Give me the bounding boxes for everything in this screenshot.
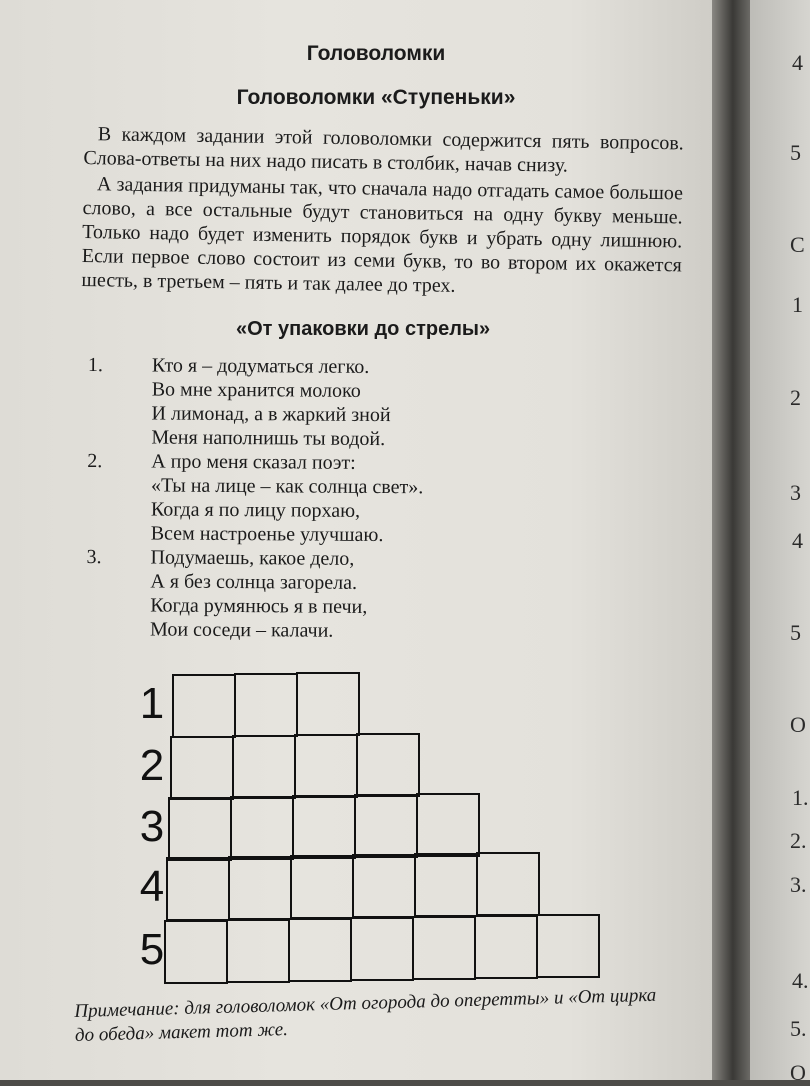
riddle-line: А я без солнца загорела. bbox=[150, 570, 358, 594]
intro-paragraph-1: В каждом задании этой головоломки содержится пять вопросов. Слова-ответы на них надо писать в столбик, начав снизу. bbox=[83, 123, 684, 177]
adjacent-page-fragment: О bbox=[790, 712, 806, 737]
grid-cell[interactable] bbox=[170, 736, 234, 800]
grid-cell[interactable] bbox=[234, 673, 298, 737]
riddle-line: Когда я по лицу порхаю, bbox=[150, 498, 361, 522]
riddle-line: Мои соседи – калачи. bbox=[149, 618, 334, 642]
riddle-line: И лимонад, а в жаркий зной bbox=[151, 402, 391, 427]
grid-cell[interactable] bbox=[288, 918, 352, 982]
grid-row-number: 1 bbox=[139, 679, 165, 728]
riddle-item bbox=[87, 353, 628, 453]
adjacent-page-fragment: 1. bbox=[792, 785, 809, 810]
adjacent-page-edge bbox=[750, 0, 810, 1085]
grid-cell[interactable] bbox=[412, 916, 476, 980]
grid-cell[interactable] bbox=[164, 920, 228, 984]
grid-cell[interactable] bbox=[474, 915, 538, 979]
page-title: Головоломки bbox=[306, 42, 446, 65]
grid-cell[interactable] bbox=[416, 793, 480, 857]
riddle-line: Кто я – додуматься легко. bbox=[151, 354, 370, 378]
section-heading: Головоломки «Ступеньки» bbox=[236, 86, 516, 109]
book-gutter bbox=[712, 0, 750, 1080]
grid-cell[interactable] bbox=[230, 796, 294, 860]
grid-cell[interactable] bbox=[168, 797, 232, 861]
riddle-line: Подумаешь, какое дело, bbox=[150, 546, 355, 570]
adjacent-page-fragment: 4 bbox=[792, 50, 803, 75]
grid-cell[interactable] bbox=[294, 734, 358, 798]
grid-cell[interactable] bbox=[166, 857, 230, 921]
intro-paragraph-2: А задания придуманы так, что сначала надо отгадать самое большое слово, а все остальные будут становиться на одну букву меньше. Только надо будет изменить порядок букв и убрать одну лишнюю. Если первое слово состоит из семи букв, то во втором их окажется шесть, в третьем – пять и так далее до трех. bbox=[81, 173, 684, 297]
riddle-number: 1. bbox=[87, 353, 103, 377]
riddle-line: А про меня сказал поэт: bbox=[151, 450, 356, 474]
grid-cell[interactable] bbox=[228, 856, 292, 920]
riddle-number: 2. bbox=[87, 449, 103, 473]
grid-cell[interactable] bbox=[172, 674, 236, 738]
footnote: Примечание: для головоломок «От огорода до оперетты» и «От цирка до обеда» макет тот же. bbox=[74, 984, 657, 1046]
grid-cell[interactable] bbox=[476, 852, 540, 916]
riddle-item bbox=[86, 545, 627, 645]
grid-row-number: 2 bbox=[139, 741, 165, 790]
adjacent-page-fragment: 4. bbox=[792, 968, 809, 993]
riddle-list bbox=[86, 353, 628, 645]
adjacent-page-fragment: 1 bbox=[792, 292, 803, 317]
riddle-number: 3. bbox=[86, 545, 102, 569]
grid-row-number: 5 bbox=[139, 925, 165, 974]
adjacent-page-fragment: С bbox=[790, 232, 805, 257]
intro-text bbox=[81, 122, 684, 301]
puzzle-title: «От упаковки до стрелы» bbox=[236, 318, 491, 340]
grid-cell[interactable] bbox=[356, 733, 420, 797]
riddle-line: Меня наполнишь ты водой. bbox=[151, 426, 386, 451]
grid-row-number: 3 bbox=[139, 802, 165, 851]
adjacent-page-fragment: 5 bbox=[790, 140, 801, 165]
riddle-line: Когда румянюсь я в печи, bbox=[150, 594, 368, 618]
grid-cell[interactable] bbox=[352, 854, 416, 918]
adjacent-page-fragment: О bbox=[790, 1060, 806, 1085]
adjacent-page-fragment: 3 bbox=[790, 480, 801, 505]
adjacent-page-fragment: 5 bbox=[790, 620, 801, 645]
grid-cell[interactable] bbox=[414, 853, 478, 917]
grid-row-number: 4 bbox=[139, 862, 165, 911]
grid-cell[interactable] bbox=[536, 914, 600, 978]
adjacent-page-fragment: 4 bbox=[792, 528, 803, 553]
grid-cell[interactable] bbox=[292, 795, 356, 859]
riddle-line: «Ты на лице – как солнца свет». bbox=[151, 474, 424, 499]
riddle-line: Всем настроенье улучшаю. bbox=[150, 522, 384, 547]
adjacent-page-fragment: 2 bbox=[790, 385, 801, 410]
grid-cell[interactable] bbox=[350, 917, 414, 981]
adjacent-page-fragment: 3. bbox=[790, 872, 807, 897]
adjacent-page-fragment: 2. bbox=[790, 828, 807, 853]
adjacent-page-fragment: 5. bbox=[790, 1016, 807, 1041]
riddle-item bbox=[87, 449, 628, 549]
grid-cell[interactable] bbox=[232, 735, 296, 799]
grid-cell[interactable] bbox=[290, 855, 354, 919]
grid-cell[interactable] bbox=[296, 672, 360, 736]
riddle-line: Во мне хранится молоко bbox=[151, 378, 361, 402]
grid-cell[interactable] bbox=[226, 919, 290, 983]
grid-cell[interactable] bbox=[354, 794, 418, 858]
